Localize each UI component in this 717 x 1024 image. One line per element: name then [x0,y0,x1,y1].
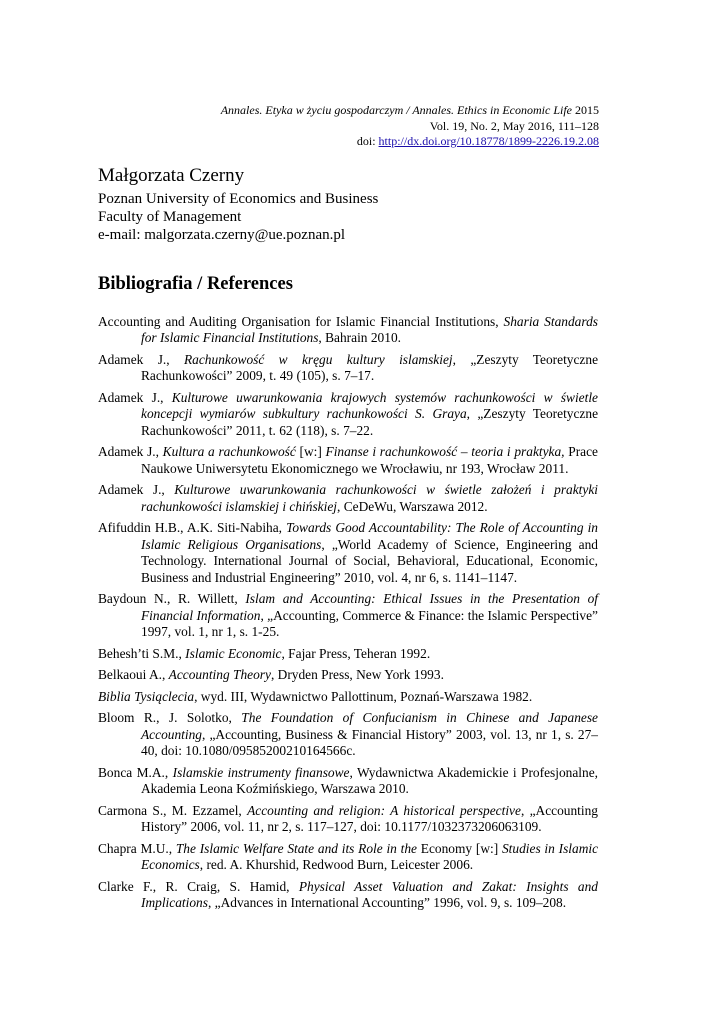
reference-text: Afifuddin H.B., A.K. Siti-Nabiha, [98,520,287,536]
reference-title-italic: The Foundation of Confucianism in Chinese and Japanese Accounting [141,710,598,742]
reference-title-italic: Studies in Islamic Economics [141,840,599,873]
reference-entry [98,482,598,515]
reference-entry [98,314,598,347]
reference-title-italic: Accounting and religion: A historical perspective [247,802,521,818]
reference-text: Bloom R., J. Solotko, [98,710,242,726]
author-email: e-mail: malgorzata.czerny@ue.poznan.pl [98,227,346,243]
reference-text: Adamek J., [98,482,175,498]
reference-text: Adamek J., [98,390,172,405]
reference-text: , „Accounting, Business & Financial History” 2003, vol. 13, nr 1, s. 27–40, doi: 10.1080/09585200210164566c. [141,726,598,759]
reference-text: Adamek J., [98,352,184,367]
reference-text: [w:] [295,444,326,460]
reference-text: Accounting and Auditing Organisation for Islamic Financial Institutions, [98,314,504,329]
reference-title-italic: Sharia Standards for Islamic Financial Institutions [141,314,598,346]
reference-text: Baydoun N., R. Willett, [98,591,246,607]
reference-entry [98,646,598,662]
reference-entry [98,591,598,640]
reference-entry [98,667,598,683]
reference-text: , „World Academy of Science, Engineering and Technology. International Journal of Social, Behavioral, Educational, Economic, Business and Industrial Engineering” 2010, vol. 4, nr 6, s. 1141–1147. [141,536,598,585]
reference-text: , „Accounting, Commerce & Finance: the Islamic Perspective” 1997, vol. 1, nr 1, s. 1-25. [141,607,598,640]
reference-title-italic: Kulturowe uwarunkowania rachunkowości w świetle założeń i praktyki rachunkowości islamskiej i chińskiej [141,482,598,514]
journal-title-line [221,103,599,119]
reference-entry [98,879,598,912]
reference-title-italic: Physical Asset Valuation and Zakat: Insights and Implications [141,878,598,911]
reference-title-italic: Kultura a rachunkowość [162,444,296,460]
reference-entry [98,689,598,705]
reference-text: Adamek J., [98,444,163,460]
reference-text: , „Advances in International Accounting” 1996, vol. 9, s. 109–208. [207,895,567,911]
reference-list [98,314,598,917]
journal-year: 2015 [575,103,599,117]
author-name: Małgorzata Czerny [98,165,245,186]
reference-text: , „Zeszyty Teoretyczne Rachunkowości” 2011, t. 62 (118), s. 7–22. [141,406,599,438]
reference-text: Belkaoui A., [98,667,169,683]
reference-text: Behesh’ti S.M., [98,645,186,661]
reference-text: , CeDeWu, Warszawa 2012. [337,498,488,514]
reference-entry [98,803,598,836]
reference-entry [98,841,598,874]
journal-title: Annales. Etyka w życiu gospodarczym / Annales. Ethics in Economic Life [220,103,572,117]
reference-text: , red. A. Khurshid, Redwood Burn, Leicester 2006. [199,857,474,873]
reference-text: , Dryden Press, New York 1993. [270,667,444,683]
author-affiliation-faculty: Faculty of Management [98,209,242,225]
reference-entry [98,765,598,798]
reference-title-italic: Rachunkowość w kręgu kultury islamskiej [183,352,453,367]
reference-title-italic: Towards Good Accountability: The Role of Accounting in Islamic Religious Organisations [141,520,598,552]
reference-title-italic: Islamskie instrumenty finansowe [172,764,350,780]
reference-entry [98,710,598,759]
reference-text: , Wydawnictwa Akademickie i Profesjonalne, Akademia Leona Koźmińskiego, Warszawa 2010. [141,764,598,797]
section-title: Bibliografia / References [98,274,293,294]
reference-text: Clarke F., R. Craig, S. Hamid, [98,878,299,894]
reference-title-italic: Accounting Theory [168,667,271,683]
reference-title-italic: Finanse i rachunkowość – teoria i praktyka, [325,444,565,460]
reference-text: Carmona S., M. Ezzamel, [98,802,248,818]
reference-title-italic: Biblia Tysiąclecia [98,688,195,704]
doi-line [221,134,599,150]
reference-entry [98,352,598,385]
reference-text: Chapra M.U., [98,840,176,856]
reference-title-italic: Islam and Accounting: Ethical Issues in the Presentation of Financial Information [141,591,598,623]
reference-text: , „Zeszyty Teoretyczne Rachunkowości” 2009, t. 49 (105), s. 7–17. [141,352,599,384]
reference-entry [98,520,598,586]
journal-header [221,103,599,150]
reference-text: , wyd. III, Wydawnictwo Pallottinum, Poznań-Warszawa 1982. [194,688,533,704]
reference-text: Economy [w:] [417,840,502,856]
reference-text: Prace Naukowe Uniwersytetu Ekonomicznego we Wrocławiu, nr 193, Wrocław 2011. [141,444,598,476]
reference-title-italic: Kulturowe uwarunkowania krajowych systemów rachunkowości w świetle koncepcji wymiarów subkultury rachunkowości S. Graya [141,390,598,422]
reference-title-italic: Islamic Economic [185,645,282,661]
reference-entry [98,444,598,477]
reference-entry [98,390,598,439]
volume-issue: Vol. 19, No. 2, May 2016, 111–128 [429,118,599,133]
doi-label: doi: [356,134,376,148]
reference-text: , Fajar Press, Teheran 1992. [281,645,431,661]
reference-text: , „Accounting History” 2006, vol. 11, nr 2, s. 117–127, doi: 10.1177/1032373206063109. [141,802,599,835]
author-affiliation-university: Poznan University of Economics and Business [98,191,379,207]
doi-link[interactable]: http://dx.doi.org/10.18778/1899-2226.19.2.08 [378,134,599,148]
author-block [98,165,378,244]
reference-text: , Bahrain 2010. [318,330,401,346]
reference-title-italic: The Islamic Welfare State and its Role in the [175,840,418,856]
reference-text: Bonca M.A., [98,764,173,780]
